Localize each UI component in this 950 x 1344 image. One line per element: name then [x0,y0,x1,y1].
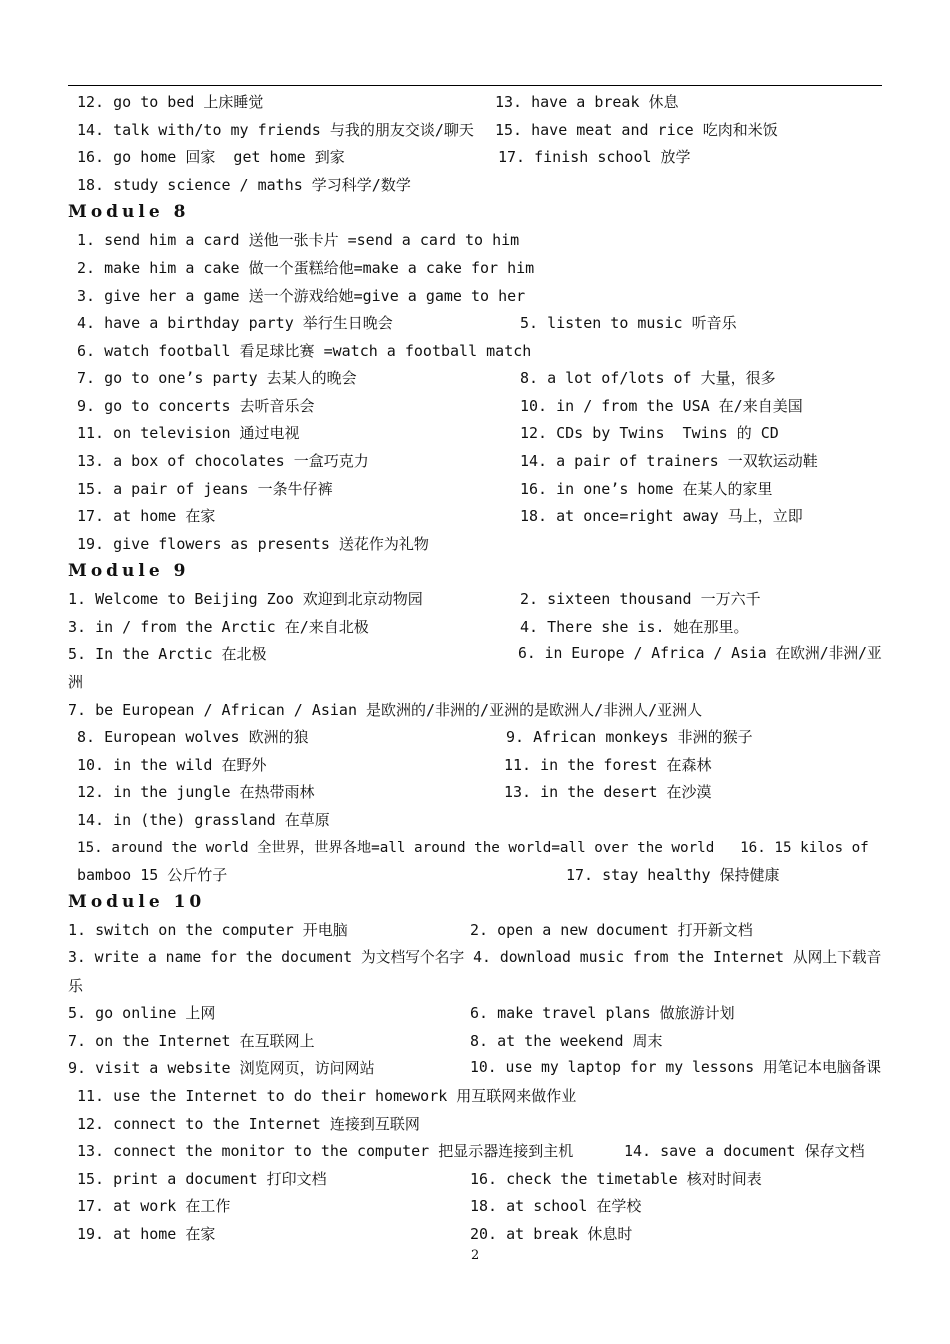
phrase-line: 17. stay healthy 保持健康 [566,866,780,884]
phrase-line: 15. have meat and rice 吃肉和米饭 [495,121,778,139]
phrase-line: 4. have a birthday party 举行生日晚会 [77,314,393,332]
phrase-line: 10. use my laptop for my lessons 用笔记本电脑备课 [470,1059,882,1076]
phrase-line: 2. make him a cake 做一个蛋糕给他=make a cake for him [77,259,535,277]
phrase-line: 1. switch on the computer 开电脑 [68,921,348,939]
phrase-line: 5. listen to music 听音乐 [520,314,737,332]
phrase-line: 乐 [68,977,84,995]
phrase-line: 18. study science / maths 学习科学/数学 [77,176,411,194]
phrase-line: 11. in the forest 在森林 [504,756,712,774]
phrase-line: 8. a lot of/lots of 大量，很多 [520,369,776,387]
phrase-line: 18. at school 在学校 [470,1197,642,1215]
phrase-line: 15. a pair of jeans 一条牛仔裤 [77,480,333,498]
phrase-line: 5. In the Arctic 在北极 [68,645,267,663]
phrase-line: 11. on television 通过电视 [77,424,300,442]
module-heading: Module 10 [68,892,206,912]
phrase-line: 12. in the jungle 在热带雨林 [77,783,315,801]
phrase-line: 10. in the wild 在野外 [77,756,267,774]
phrase-line: 14. save a document 保存文档 [624,1142,865,1160]
phrase-line: 7. go to one’s party 去某人的晚会 [77,369,357,387]
phrase-line: 14. in (the) grassland 在草原 [77,811,330,829]
phrase-line: 1. send him a card 送他一张卡片 =send a card to him [77,231,520,249]
phrase-line: 10. in / from the USA 在/来自美国 [520,397,803,415]
phrase-line: 12. connect to the Internet 连接到互联网 [77,1115,420,1133]
phrase-line: 7. on the Internet 在互联网上 [68,1032,315,1050]
page-number: 2 [471,1248,480,1263]
header-rule [68,85,882,86]
phrase-line: 15. print a document 打印文档 [77,1170,327,1188]
phrase-line: 8. at the weekend 周末 [470,1032,663,1050]
phrase-line: 4. There she is. 她在那里。 [520,618,749,636]
phrase-line: 20. at break 休息时 [470,1225,633,1243]
phrase-line: 1. Welcome to Beijing Zoo 欢迎到北京动物园 [68,590,423,608]
phrase-line: 16. go home 回家 get home 到家 [77,148,345,166]
phrase-line: 7. be European / African / Asian 是欧洲的/非洲的/亚洲的是欧洲人/非洲人/亚洲人 [68,701,703,719]
phrase-line: 2. sixteen thousand 一万六千 [520,590,761,608]
phrase-line: 3. give her a game 送一个游戏给她=give a game to her [77,287,526,305]
phrase-line: 5. go online 上网 [68,1004,216,1022]
phrase-line: 15. around the world 全世界，世界各地=all around the world=all over the world 16. 15 kilos of [77,840,869,856]
phrase-line: 12. go to bed 上床睡觉 [77,93,264,111]
module-heading: Module 8 [68,202,190,222]
phrase-line: 6. watch football 看足球比赛 =watch a football match [77,342,532,360]
phrase-line: 12. CDs by Twins Twins 的 CD [520,424,779,442]
phrase-line: 16. in one’s home 在某人的家里 [520,480,773,498]
phrase-line: 9. visit a website 浏览网页，访问网站 [68,1059,375,1077]
phrase-line: 19. at home 在家 [77,1225,216,1243]
module-heading: Module 9 [68,561,190,581]
phrase-line: 14. talk with/to my friends 与我的朋友交谈/聊天 [77,121,474,139]
phrase-line: bamboo 15 公斤竹子 [77,866,228,884]
phrase-line: 6. make travel plans 做旅游计划 [470,1004,735,1022]
phrase-line: 6. in Europe / Africa / Asia 在欧洲/非洲/亚 [518,645,882,662]
phrase-line: 16. check the timetable 核对时间表 [470,1170,762,1188]
phrase-line: 13. in the desert 在沙漠 [504,783,712,801]
phrase-line: 洲 [68,673,84,691]
phrase-line: 17. at work 在工作 [77,1197,231,1215]
phrase-line: 13. a box of chocolates 一盒巧克力 [77,452,369,470]
phrase-line: 17. at home 在家 [77,507,216,525]
phrase-line: 3. write a name for the document 为文档写个名字 4. download music from the Internet 从网上下载音 [68,949,882,966]
phrase-line: 17. finish school 放学 [498,148,691,166]
phrase-line: 2. open a new document 打开新文档 [470,921,753,939]
phrase-line: 11. use the Internet to do their homework 用互联网来做作业 [77,1087,577,1105]
phrase-line: 18. at once=right away 马上，立即 [520,507,803,525]
phrase-line: 9. African monkeys 非洲的猴子 [506,728,753,746]
phrase-line: 13. have a break 休息 [495,93,679,111]
phrase-line: 3. in / from the Arctic 在/来自北极 [68,618,369,636]
phrase-line: 13. connect the monitor to the computer 把显示器连接到主机 [77,1142,574,1160]
phrase-line: 19. give flowers as presents 送花作为礼物 [77,535,429,553]
phrase-line: 8. European wolves 欧洲的狼 [77,728,309,746]
phrase-line: 14. a pair of trainers 一双软运动鞋 [520,452,818,470]
phrase-line: 9. go to concerts 去听音乐会 [77,397,315,415]
